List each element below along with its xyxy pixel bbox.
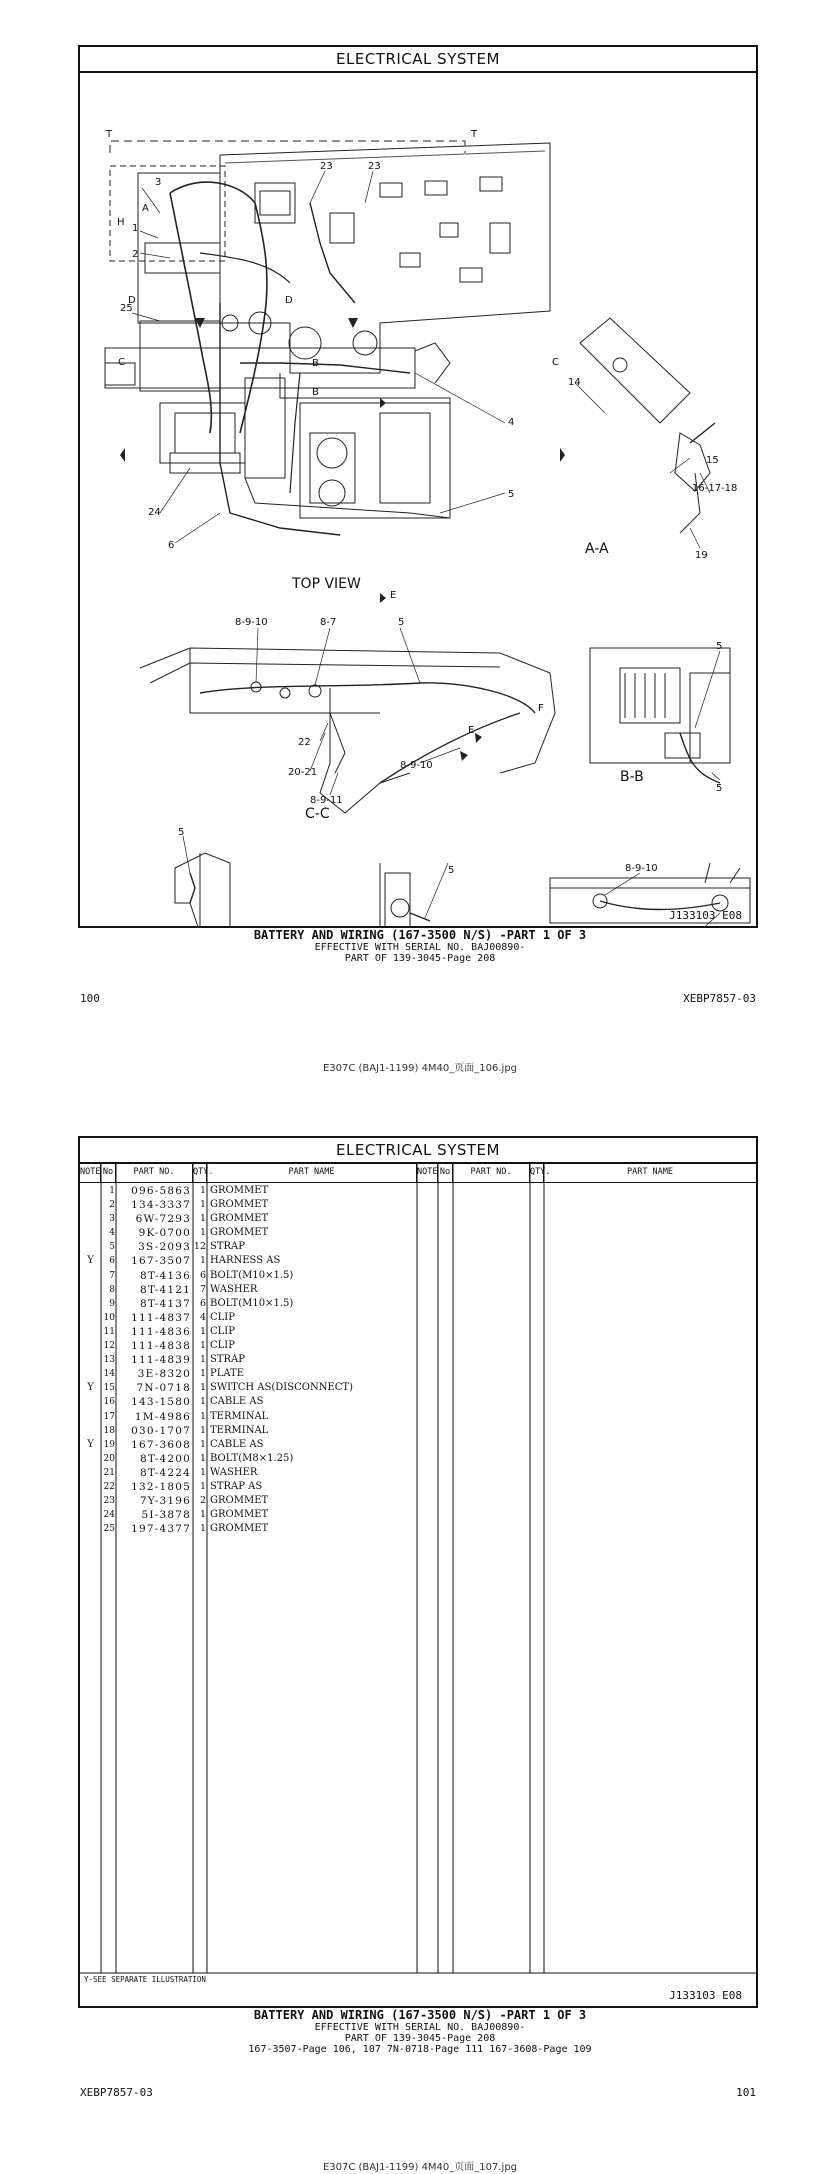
cell-part-no: 8T-4200	[140, 1452, 191, 1465]
cell-qty: 1	[199, 1185, 206, 1196]
cell-qty: 1	[199, 1509, 206, 1521]
cell-name: CLIP	[210, 1311, 235, 1323]
header-qty: QTY.	[193, 1162, 207, 1182]
cell-part-no: 8T-4137	[140, 1297, 191, 1310]
caption-effective: EFFECTIVE WITH SERIAL NO. BAJ00890-	[314, 942, 526, 953]
header-part-no: PART NO.	[116, 1162, 193, 1182]
callout-2: 2	[132, 249, 139, 260]
cell-part-no: 030-1707	[131, 1424, 191, 1437]
cell-no: 3	[109, 1214, 115, 1225]
cell-part-no: 134-3337	[131, 1199, 191, 1212]
table-row	[80, 1424, 756, 1438]
cell-no: 6	[109, 1256, 115, 1267]
cell-qty: 6	[199, 1297, 206, 1309]
table-row	[80, 1452, 756, 1466]
caption-part-of-2: PART OF 139-3045-Page 208	[344, 2033, 496, 2044]
caption-title-2: BATTERY AND WIRING (167-3500 N/S) -PART 1 OF 3	[253, 2008, 587, 2022]
label-c2: C	[552, 357, 559, 368]
label-c: C	[118, 357, 125, 368]
table-header	[80, 1162, 756, 1183]
cell-note	[80, 1339, 101, 1353]
callout-15: 15	[706, 455, 719, 466]
cell-name: CLIP	[210, 1340, 235, 1352]
cell-no: 2	[109, 1200, 115, 1211]
label-e2: E	[468, 725, 475, 736]
callout-19: 19	[695, 550, 708, 561]
illustration-ref: J133103 E08	[669, 909, 742, 922]
table-row	[80, 1311, 756, 1325]
cell-note: Y	[87, 1382, 94, 1394]
cell-name: BOLT(M10×1.5)	[210, 1269, 294, 1281]
callout-24: 24	[148, 507, 161, 518]
table-row	[80, 1381, 756, 1395]
cell-qty: 1	[199, 1452, 206, 1464]
header-part-name-2: PART NAME	[626, 1167, 674, 1177]
cell-part-no: 167-3507	[131, 1255, 191, 1268]
callout-8-9-10: 8-9-10	[235, 617, 268, 628]
cell-qty: 1	[199, 1466, 206, 1478]
cell-part-no: 5I-3878	[141, 1509, 191, 1522]
table-row	[80, 1325, 756, 1339]
cell-no: 16	[103, 1397, 115, 1408]
table-row	[80, 1240, 756, 1254]
cell-note	[80, 1367, 101, 1381]
table-row	[80, 1395, 756, 1409]
file-name-2: E307C (BAJ1-1199) 4M40_页面_107.jpg	[322, 2162, 518, 2173]
cell-no: 24	[103, 1510, 115, 1521]
table-row	[80, 1254, 756, 1268]
table-row	[80, 1226, 756, 1240]
cell-no: 17	[103, 1411, 115, 1422]
view-a-a: A-A	[585, 541, 609, 557]
cell-qty: 1	[199, 1340, 206, 1352]
label-e: E	[390, 590, 397, 601]
parts-table	[80, 1162, 756, 1536]
cell-name: TERMINAL	[210, 1424, 269, 1436]
cell-qty: 1	[199, 1255, 206, 1267]
cell-no: 25	[103, 1524, 115, 1535]
cell-note	[80, 1494, 101, 1508]
header-qty-2: QTY.	[530, 1162, 544, 1182]
table-row	[80, 1297, 756, 1311]
cell-name: GROMMET	[210, 1509, 269, 1521]
caption-pages: 167-3507-Page 106, 107 7N-0718-Page 111 167-3608-Page 109	[248, 2044, 592, 2055]
cell-name: WASHER	[210, 1283, 258, 1295]
page-title-2: ELECTRICAL SYSTEM	[80, 1138, 756, 1164]
callout-25: 25	[120, 303, 133, 314]
cell-part-no: 8T-4121	[140, 1283, 191, 1296]
cell-name: STRAP	[210, 1241, 245, 1253]
cell-no: 19	[103, 1439, 115, 1450]
cell-no: 10	[103, 1312, 115, 1323]
callout-5d: 5	[716, 783, 723, 794]
cell-name: WASHER	[210, 1466, 258, 1478]
table-row	[80, 1339, 756, 1353]
cell-no: 22	[103, 1481, 115, 1492]
callout-5f: 5	[448, 865, 455, 876]
header-no: No	[101, 1162, 116, 1182]
callout-5b: 5	[398, 617, 405, 628]
cell-part-no: 167-3608	[131, 1438, 191, 1451]
page-title: ELECTRICAL SYSTEM	[80, 47, 756, 73]
label-t2: T	[471, 129, 478, 140]
label-f: F	[538, 703, 544, 714]
cell-part-no: 111-4836	[131, 1325, 191, 1338]
page-number-2: 101	[736, 2086, 756, 2099]
cell-note	[80, 1184, 101, 1198]
label-a: A	[142, 203, 149, 214]
callout-14: 14	[568, 377, 581, 388]
header-part-name: PART NAME	[207, 1162, 417, 1182]
cell-part-no: 8T-4224	[140, 1466, 191, 1479]
cell-note	[80, 1466, 101, 1480]
cell-note	[80, 1424, 101, 1438]
label-h: H	[117, 217, 125, 228]
table-row	[80, 1480, 756, 1494]
cell-no: 14	[103, 1369, 115, 1380]
cell-part-no: 143-1580	[131, 1396, 191, 1409]
cell-part-no: 7N-0718	[136, 1382, 191, 1395]
view-b-b: B-B	[620, 769, 644, 785]
cell-qty: 1	[199, 1354, 206, 1366]
cell-part-no: 6W-7293	[135, 1213, 191, 1226]
cell-part-no: 197-4377	[131, 1523, 191, 1536]
callout-16-17-18: 16-17-18	[692, 483, 738, 494]
label-d2: D	[285, 295, 293, 306]
cell-qty: 1	[199, 1424, 206, 1436]
callout-8-7: 8-7	[320, 617, 337, 628]
header-part-no-2: PART NO.	[453, 1162, 530, 1182]
label-b: B	[312, 358, 319, 369]
cell-qty: 6	[199, 1269, 206, 1281]
cell-qty: 1	[199, 1199, 206, 1211]
cell-note	[80, 1212, 101, 1226]
cell-name: BOLT(M8×1.25)	[210, 1452, 294, 1464]
table-row	[80, 1184, 756, 1198]
cell-name: GROMMET	[210, 1213, 269, 1225]
table-row	[80, 1438, 756, 1452]
cell-note	[80, 1297, 101, 1311]
callout-5c: 5	[716, 641, 723, 652]
callout-22: 22	[298, 737, 311, 748]
callout-8-9-11: 8-9-11	[310, 795, 343, 806]
cell-name: CLIP	[210, 1325, 235, 1337]
cell-no: 8	[109, 1284, 115, 1295]
table-row	[80, 1522, 756, 1536]
callout-3: 3	[155, 177, 162, 188]
cell-no: 7	[109, 1270, 115, 1281]
table-row	[80, 1269, 756, 1283]
cell-qty: 1	[199, 1523, 206, 1535]
header-note-2: NOTE	[417, 1162, 438, 1182]
cell-part-no: 111-4837	[131, 1311, 191, 1324]
callout-23b: 23	[368, 161, 381, 172]
cell-note	[80, 1269, 101, 1283]
cell-qty: 1	[199, 1438, 206, 1450]
table-row	[80, 1283, 756, 1297]
cell-no: 5	[109, 1242, 115, 1253]
header-note: NOTE	[80, 1162, 101, 1182]
cell-no: 1	[109, 1186, 115, 1196]
cell-qty: 12	[193, 1241, 206, 1253]
table-row	[80, 1353, 756, 1367]
label-t: T	[106, 129, 113, 140]
cell-note	[80, 1325, 101, 1339]
cell-no: 12	[103, 1341, 115, 1352]
cell-note	[80, 1311, 101, 1325]
cell-note	[80, 1240, 101, 1254]
cell-part-no: 8T-4136	[140, 1269, 191, 1282]
cell-part-no: 1M-4986	[134, 1410, 191, 1423]
callout-6: 6	[168, 540, 175, 551]
cell-name: GROMMET	[210, 1227, 269, 1239]
caption-title: BATTERY AND WIRING (167-3500 N/S) -PART 1 OF 3	[253, 928, 587, 942]
view-c-c: C-C	[305, 806, 330, 822]
footnote: Y-SEE SEPARATE ILLUSTRATION	[84, 1975, 206, 1984]
cell-note	[80, 1452, 101, 1466]
label-b2: B	[312, 387, 319, 398]
cell-note	[80, 1226, 101, 1240]
caption-effective-2: EFFECTIVE WITH SERIAL NO. BAJ00890-	[314, 2022, 526, 2033]
cell-part-no: 3S-2093	[138, 1241, 191, 1254]
table-row	[80, 1198, 756, 1212]
callout-4: 4	[508, 417, 515, 428]
diagram-frame	[78, 45, 758, 928]
cell-name: GROMMET	[210, 1199, 269, 1211]
view-top: TOP VIEW	[292, 576, 361, 592]
callout-20-21: 20-21	[288, 767, 318, 778]
cell-qty: 1	[199, 1382, 206, 1394]
table-row	[80, 1410, 756, 1424]
cell-name: GROMMET	[210, 1495, 269, 1507]
cell-note	[80, 1410, 101, 1424]
cell-no: 23	[103, 1496, 115, 1507]
cell-no: 9	[109, 1298, 115, 1309]
cell-name: CABLE AS	[210, 1396, 264, 1408]
cell-qty: 7	[199, 1283, 206, 1295]
cell-note: Y	[87, 1438, 94, 1450]
cell-part-no: 3E-8320	[137, 1368, 191, 1381]
cell-name: STRAP	[210, 1354, 245, 1366]
cell-no: 15	[103, 1383, 115, 1394]
cell-note	[80, 1522, 101, 1536]
table-row	[80, 1466, 756, 1480]
label-d: D	[128, 295, 136, 306]
page-number: 100	[80, 992, 100, 1005]
cell-qty: 1	[199, 1480, 206, 1492]
cell-qty: 4	[199, 1311, 206, 1323]
cell-name: PLATE	[210, 1368, 245, 1380]
illustration-ref-2: J133103 E08	[669, 1989, 742, 2002]
table-body	[80, 1183, 756, 1536]
cell-no: 11	[103, 1326, 115, 1337]
cell-part-no: 9K-0700	[138, 1227, 191, 1240]
table-row	[80, 1212, 756, 1226]
callout-1: 1	[132, 223, 139, 234]
cell-note	[80, 1395, 101, 1409]
callout-5e: 5	[178, 827, 185, 838]
cell-part-no: 7Y-3196	[139, 1495, 191, 1508]
callout-5: 5	[508, 489, 515, 500]
callout-23: 23	[320, 161, 333, 172]
cell-no: 4	[109, 1228, 115, 1239]
doc-code-2: XEBP7857-03	[80, 2086, 153, 2099]
file-name: E307C (BAJ1-1199) 4M40_页面_106.jpg	[322, 1063, 518, 1074]
cell-name: HARNESS AS	[210, 1255, 281, 1267]
wiring-illustration	[80, 73, 756, 928]
table-row	[80, 1508, 756, 1522]
cell-note	[80, 1283, 101, 1297]
cell-qty: 1	[199, 1325, 206, 1337]
cell-name: GROMMET	[210, 1185, 269, 1196]
table-row	[80, 1367, 756, 1381]
cell-note	[80, 1508, 101, 1522]
cell-note	[80, 1353, 101, 1367]
cell-name: SWITCH AS(DISCONNECT)	[210, 1382, 353, 1394]
cell-note	[80, 1198, 101, 1212]
cell-name: CABLE AS	[210, 1438, 264, 1450]
caption-part-of: PART OF 139-3045-Page 208	[344, 953, 496, 964]
cell-qty: 1	[199, 1410, 206, 1422]
cell-note: Y	[87, 1255, 94, 1267]
cell-name: TERMINAL	[210, 1410, 269, 1422]
doc-code: XEBP7857-03	[683, 992, 756, 1005]
cell-no: 13	[103, 1355, 115, 1366]
cell-part-no: 111-4838	[131, 1340, 191, 1353]
cell-part-no: 111-4839	[131, 1354, 191, 1367]
cell-no: 20	[103, 1453, 115, 1464]
cell-part-no: 132-1805	[131, 1480, 191, 1493]
callout-8-9-10b: 8-9-10	[400, 760, 433, 771]
cell-no: 21	[103, 1467, 115, 1478]
cell-qty: 1	[199, 1213, 206, 1225]
callout-8-9-10c: 8-9-10	[625, 863, 658, 874]
table-row	[80, 1494, 756, 1508]
cell-qty: 1	[199, 1227, 206, 1239]
cell-name: BOLT(M10×1.5)	[210, 1297, 294, 1309]
cell-part-no: 096-5863	[131, 1185, 191, 1197]
cell-qty: 1	[199, 1396, 206, 1408]
cell-name: STRAP AS	[210, 1480, 263, 1492]
header-no-2: No	[438, 1162, 453, 1182]
cell-no: 18	[103, 1425, 115, 1436]
cell-qty: 2	[199, 1495, 206, 1507]
cell-name: GROMMET	[210, 1523, 269, 1535]
cell-note	[80, 1480, 101, 1494]
cell-qty: 1	[199, 1368, 206, 1380]
